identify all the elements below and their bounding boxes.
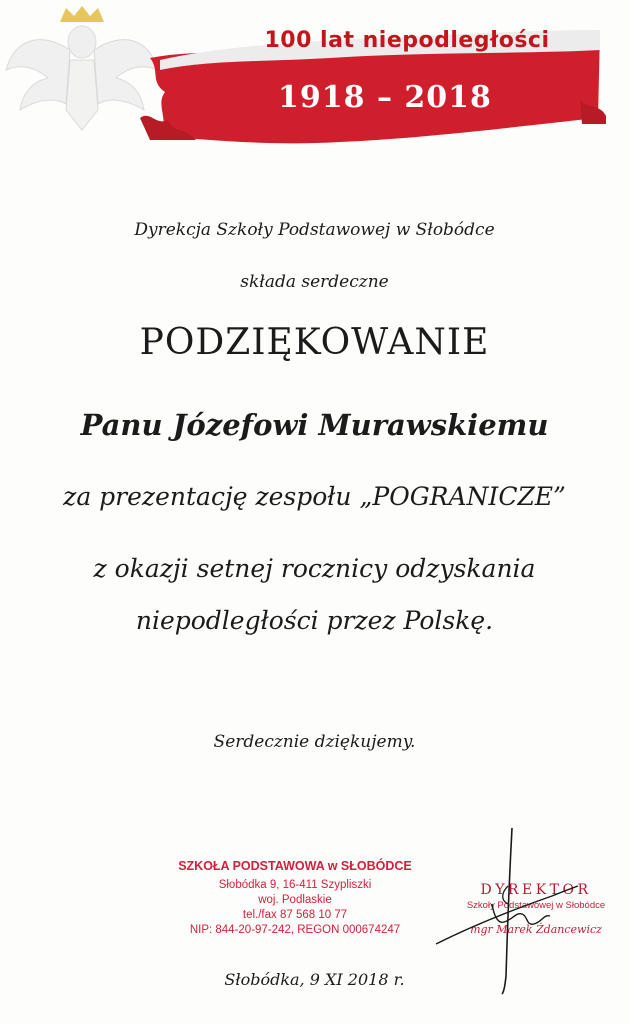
stamp-address: Słobódka 9, 16-411 Szypliszki — [218, 879, 372, 891]
stamp-phone: tel./fax 87 568 10 77 — [242, 909, 348, 921]
anniversary-banner — [0, 0, 629, 150]
recipient-name: Panu Józefowi Murawskiemu — [80, 408, 549, 442]
reason-line-2: z okazji setnej rocznicy odzyskania — [93, 554, 536, 583]
banner-years: 1918 – 2018 — [278, 80, 492, 115]
director-name: mgr Marek Żdancewicz — [470, 923, 602, 936]
date-text: Słobódka, 9 XI 2018 r. — [224, 970, 405, 989]
thanks-text: Serdecznie dziękujemy. — [213, 732, 416, 752]
stamp-school-name: SZKOŁA PODSTAWOWA w SŁOBÓDCE — [178, 859, 412, 873]
white-eagle-icon — [6, 6, 158, 130]
banner-title: 100 lat niepodległości — [264, 28, 550, 53]
crown-icon — [60, 6, 104, 22]
banner-graphic — [0, 0, 629, 150]
director-school: Szkoły Podstawowej w Słobódce — [466, 900, 606, 911]
intro-text: Dyrekcja Szkoły Podstawowej w Słobódce — [134, 220, 495, 240]
sklada-text: składa serdeczne — [240, 272, 389, 292]
stamp-region: woj. Podlaskie — [258, 894, 332, 906]
stamp-ids: NIP: 844-20-97-242, REGON 000674247 — [189, 924, 401, 936]
reason-line-3: niepodległości przez Polskę. — [135, 606, 494, 635]
director-title: DYREKTOR — [480, 882, 592, 898]
reason-line-1: za prezentację zespołu „POGRANICZE” — [63, 482, 566, 511]
certificate-title: PODZIĘKOWANIE — [139, 322, 490, 363]
school-stamp — [170, 856, 420, 938]
